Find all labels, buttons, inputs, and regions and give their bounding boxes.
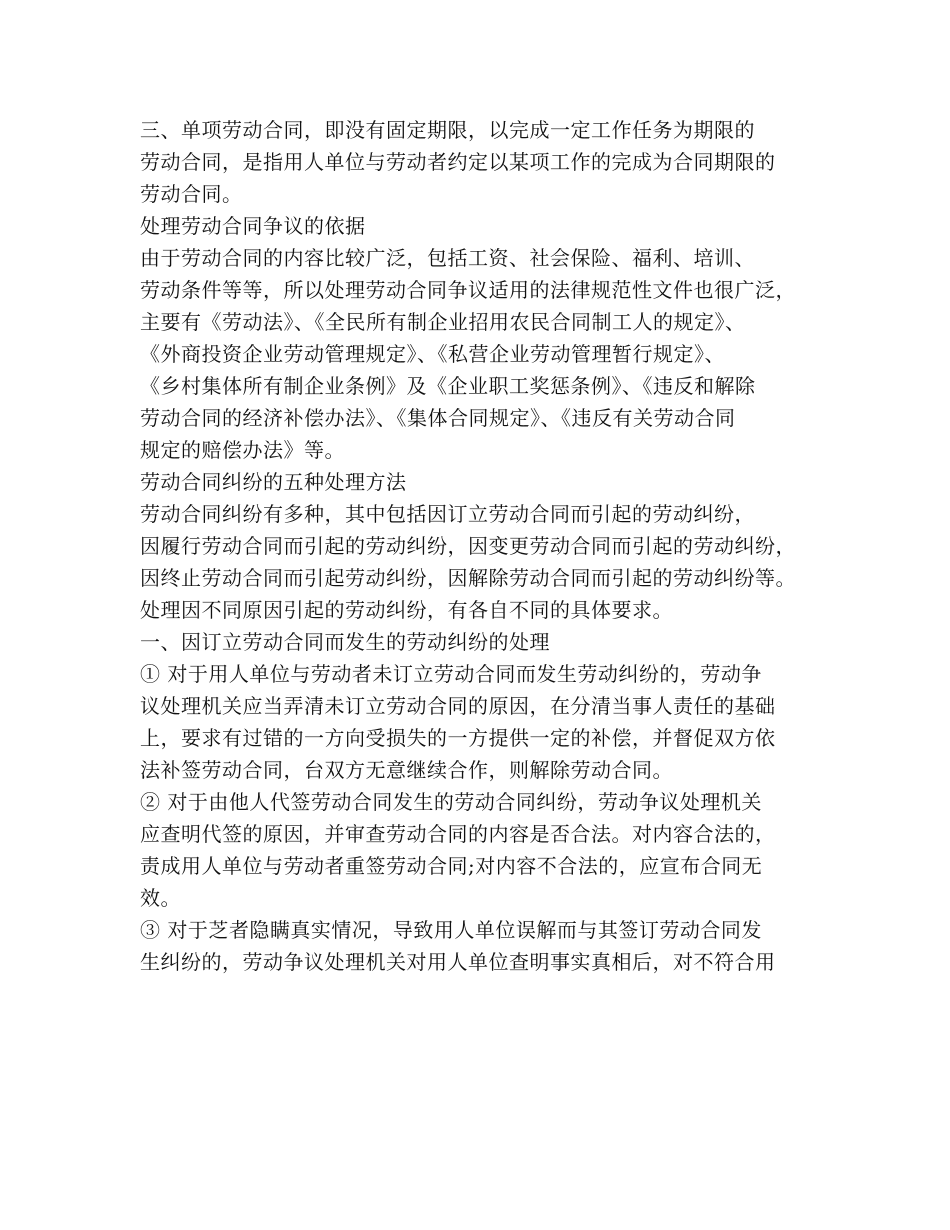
text-line: 三、单项劳动合同，即没有固定期限，以完成一定工作任务为期限的 [140,118,755,142]
text-line: 因终止劳动合同而引起劳动纠纷，因解除劳动合同而引起的劳动纠纷等。 [140,566,796,590]
text-line: 劳动合同，是指用人单位与劳动者约定以某项工作的完成为合同期限的 [140,150,776,174]
section-heading: 劳动合同纠纷的五种处理方法 [140,470,407,494]
text-line: 劳动合同的经济补偿办法》、《集体合同规定》、《违反有关劳动合同 [140,406,736,430]
text-line: ③ 对于芝者隐瞒真实情况，导致用人单位误解而与其签订劳动合同发 [140,918,762,942]
text-line: 规定的赔偿办法》等。 [140,438,345,462]
text-line: 责成用人单位与劳动者重签劳动合同;对内容不合法的，应宣布合同无 [140,854,763,878]
section-heading: 处理劳动合同争议的依据 [140,214,366,238]
text-line: 应查明代签的原因，并审查劳动合同的内容是否合法。对内容合法的， [140,822,776,846]
text-line: 劳动合同。 [140,182,243,206]
text-line: 上，要求有过错的一方向受损失的一方提供一定的补偿，并督促双方依 [140,726,776,750]
text-line: 《乡村集体所有制企业条例》及《企业职工奖惩条例》、《违反和解除 [140,374,756,398]
text-line: ② 对于由他人代签劳动合同发生的劳动合同纠纷，劳动争议处理机关 [140,790,762,814]
text-line: 主要有《劳动法》、《全民所有制企业招用农民合同制工人的规定》、 [140,310,746,334]
document-body [140,114,830,978]
text-line: 由于劳动合同的内容比较广泛，包括工资、社会保险、福利、培训、 [140,246,755,270]
text-line: 因履行劳动合同而引起的劳动纠纷，因变更劳动合同而引起的劳动纠纷， [140,534,796,558]
text-line: 生纠纷的，劳动争议处理机关对用人单位查明事实真相后，对不符合用 [140,950,776,974]
text-line: 议处理机关应当弄清未订立劳动合同的原因，在分清当事人责任的基础 [140,694,776,718]
text-line: 《外商投资企业劳动管理规定》、《私营企业劳动管理暂行规定》、 [140,342,725,366]
text-line: 劳动合同纠纷有多种，其中包括因订立劳动合同而引起的劳动纠纷， [140,502,755,526]
text-line: 处理因不同原因引起的劳动纠纷，有各自不同的具体要求。 [140,598,673,622]
text-line: 法补签劳动合同，台双方无意继续合作，则解除劳动合同。 [140,758,673,782]
text-line: 效。 [140,886,181,910]
text-line: ① 对于用人单位与劳动者未订立劳动合同而发生劳动纠纷的，劳动争 [140,662,762,686]
text-line: 劳动条件等等，所以处理劳动合同争议适用的法律规范性文件也很广泛， [140,278,796,302]
section-heading: 一、因订立劳动合同而发生的劳动纠纷的处理 [140,630,550,654]
